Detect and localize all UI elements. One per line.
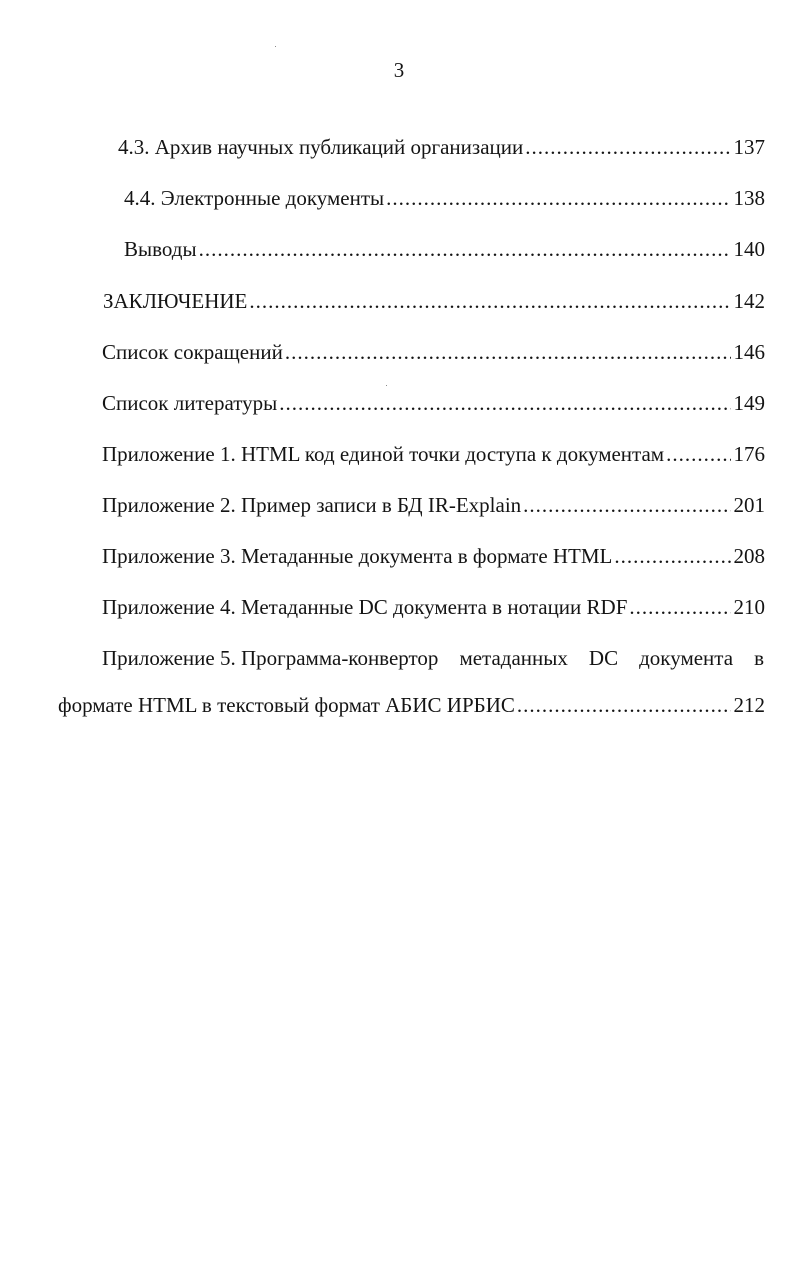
- toc-entry-multiline-second: [0, 690, 798, 720]
- toc-entry-label: Приложение 2. Пример записи в БД IR-Explain: [102, 493, 522, 517]
- toc-entry: [0, 388, 798, 418]
- toc-entry-page: 210: [733, 595, 765, 619]
- toc-entry-page: 138: [733, 186, 765, 210]
- toc-word: документа: [639, 646, 734, 670]
- toc-entry-page: 208: [733, 544, 765, 568]
- toc-entry-label: ЗАКЛЮЧЕНИЕ: [103, 289, 248, 313]
- toc-entry-label: 4.4. Электронные документы: [124, 186, 385, 210]
- dot-leader: [279, 388, 730, 418]
- toc-entry-label: Приложение 4. Метаданные DC документа в нотации RDF: [102, 595, 628, 619]
- toc-entry: [0, 183, 798, 213]
- dot-leader: [517, 690, 731, 720]
- toc-entry-label: Список литературы: [102, 391, 278, 415]
- toc-word: Приложение 5. Программа-конвертор: [102, 646, 439, 670]
- toc-entry: [0, 439, 798, 469]
- toc-entry-page: 146: [733, 340, 765, 364]
- dot-leader: [525, 132, 730, 162]
- toc-word: в: [754, 646, 764, 670]
- toc-entry-page: 176: [733, 442, 765, 466]
- toc-entry-label: Приложение 3. Метаданные документа в формате HTML: [102, 544, 613, 568]
- toc-entry: [0, 541, 798, 571]
- dot-leader: [629, 592, 730, 622]
- toc-entry: [0, 132, 798, 162]
- toc-entry-page: 140: [733, 237, 765, 261]
- dot-leader: [666, 439, 730, 469]
- toc-entry-label: Выводы: [124, 237, 197, 261]
- dot-leader: [249, 286, 730, 316]
- toc-entry: [0, 337, 798, 367]
- page-number: 3: [393, 58, 405, 82]
- toc-entry-page: 212: [733, 693, 765, 717]
- toc-entry: [0, 286, 798, 316]
- toc-entry-page: 142: [733, 289, 765, 313]
- dot-leader: [523, 490, 730, 520]
- toc-entry-label: формате HTML в текстовый формат АБИС ИРБИС: [58, 693, 515, 717]
- toc-entry-multiline-first: [0, 643, 798, 673]
- toc-entry-page: 149: [733, 391, 765, 415]
- dot-leader: [199, 234, 731, 264]
- toc-entry-page: 201: [733, 493, 765, 517]
- toc-entry-label: 4.3. Архив научных публикаций организации: [118, 135, 524, 159]
- toc-entry-page: 137: [733, 135, 765, 159]
- toc-entry-label: Список сокращений: [102, 340, 283, 364]
- toc-entry: [0, 490, 798, 520]
- dot-leader: [386, 183, 730, 213]
- toc-word: DC: [588, 646, 619, 670]
- toc-entry: [0, 234, 798, 264]
- toc-entry-label: Приложение 1. HTML код единой точки доступа к документам: [102, 442, 665, 466]
- toc-word: метаданных: [459, 646, 568, 670]
- dot-leader: [285, 337, 731, 367]
- toc-entry: [0, 592, 798, 622]
- dot-leader: [614, 541, 730, 571]
